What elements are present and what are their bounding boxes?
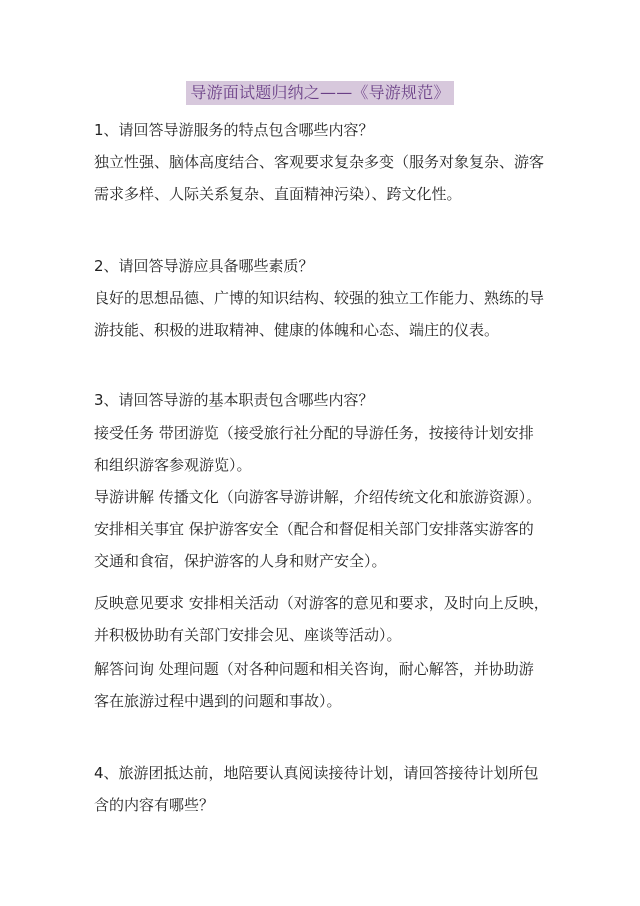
page-title: 导游面试题归纳之——《导游规范》	[186, 81, 453, 105]
answer-2-line-2: 游技能、积极的进取精神、健康的体魄和心态、端庄的仪表。	[94, 321, 500, 339]
answer-3-line-2: 和组织游客参观游览）。	[94, 456, 252, 474]
question-1: 1、请回答导游服务的特点包含哪些内容？	[94, 121, 374, 139]
answer-3-line-1: 接受任务 带团游览（接受旅行社分配的导游任务，按接待计划安排	[94, 424, 534, 442]
title-wrapper	[0, 81, 640, 105]
answer-1-line-2: 需求多样、人际关系复杂、直面精神污染）、跨文化性。	[94, 185, 462, 203]
answer-3-line-5: 交通和食宿，保护游客的人身和财产安全）。	[94, 552, 387, 570]
answer-2-line-1: 良好的思想品德、广博的知识结构、较强的独立工作能力、熟练的导	[94, 289, 545, 307]
answer-3-line-9: 客在旅游过程中遇到的问题和事故）。	[94, 692, 342, 710]
answer-3-line-4: 安排相关事宜 保护游客安全（配合和督促相关部门安排落实游客的	[94, 520, 534, 538]
answer-3-line-8: 解答问询 处理问题（对各种问题和相关咨询，耐心解答，并协助游	[94, 660, 534, 678]
answer-3-line-3: 导游讲解 传播文化（向游客导游讲解，介绍传统文化和旅游资源）。	[94, 488, 542, 506]
answer-1-line-1: 独立性强、脑体高度结合、客观要求复杂多变（服务对象复杂、游客	[94, 153, 545, 171]
question-3: 3、请回答导游的基本职责包含哪些内容？	[94, 391, 374, 409]
question-2: 2、请回答导游应具备哪些素质？	[94, 257, 314, 275]
answer-3-line-6: 反映意见要求 安排相关活动（对游客的意见和要求，及时向上反映，	[94, 594, 549, 612]
answer-3-line-7: 并积极协助有关部门安排会见、座谈等活动）。	[94, 626, 402, 644]
question-4-line-2: 含的内容有哪些？	[94, 796, 215, 814]
question-4-line-1: 4、旅游团抵达前，地陪要认真阅读接待计划，请回答接待计划所包	[94, 764, 539, 782]
